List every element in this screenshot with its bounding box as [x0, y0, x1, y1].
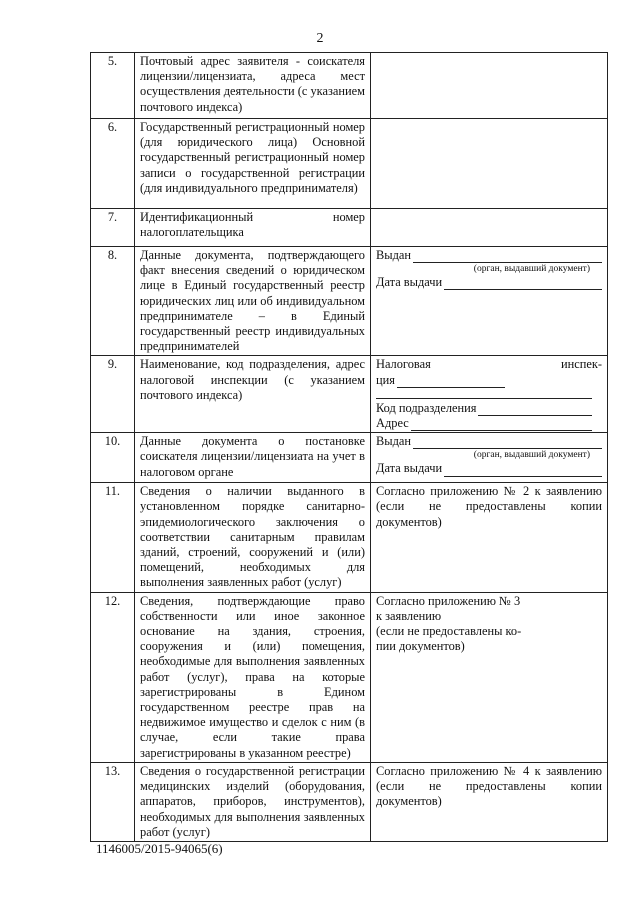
row-number: 5.	[91, 53, 135, 119]
value-line: к заявлению	[376, 608, 442, 623]
address-label: Адрес	[376, 416, 409, 431]
value-line: пии документов)	[376, 639, 465, 654]
table-row	[91, 433, 608, 483]
row-value-empty[interactable]	[371, 53, 608, 119]
document-code: 1146005/2015-94065(6)	[96, 841, 223, 856]
table-row	[91, 483, 608, 592]
issued-field[interactable]	[413, 250, 602, 263]
tax-office-word-end: ция	[376, 372, 395, 387]
value-line: Согласно приложению № 3	[376, 593, 521, 608]
row-number: 6.	[91, 119, 135, 209]
row-description: Сведения о наличии выданного в установленном порядке санитарно-эпидемиологического заключения о соответствии санитарным правилам зданий, строений, сооружений и (или) помещений, необходимых для выполнения заявленных работ (услуг)	[135, 483, 371, 592]
row-description: Данные документа о постановке соискателя лицензии/лицензиата на учет в налоговом органе	[135, 433, 371, 483]
issued-caption: (орган, выдавший документ)	[473, 264, 590, 275]
table-row	[91, 592, 608, 762]
row-description: Наименование, код подразделения, адрес налоговой инспекции (с указанием почтового индекса)	[135, 356, 371, 433]
date-field[interactable]	[444, 277, 602, 290]
tax-office-extra-line[interactable]	[376, 388, 592, 399]
issued-label: Выдан	[376, 248, 412, 262]
row-value-empty[interactable]	[371, 209, 608, 247]
row-description: Сведения о государственной регистрации медицинских изделий (оборудования, аппаратов, приборов, инструментов), необходимых для выполнения заявленных работ (услуг)	[135, 762, 371, 841]
tax-office-word: Налоговая	[376, 357, 431, 372]
tax-office-word-hyphen: инспек-	[560, 357, 602, 372]
row-value-text: Согласно приложению № 2 к заявлению (если не предоставлены копии документов)	[371, 483, 608, 592]
date-label: Дата выдачи	[376, 275, 443, 290]
date-field[interactable]	[444, 464, 602, 477]
page-number: 2	[316, 31, 324, 46]
table-row	[91, 247, 608, 356]
table-row	[91, 762, 608, 841]
address-field[interactable]	[411, 418, 592, 431]
table-row	[91, 119, 608, 209]
row-number: 7.	[91, 209, 135, 247]
row-number: 8.	[91, 247, 135, 356]
row-description: Государственный регистрационный номер (для юридического лица) Основной государственный регистрационный номер записи о государственной регистрации (для индивидуального предпринимателя)	[135, 119, 371, 209]
row-number: 13.	[91, 762, 135, 841]
table-row	[91, 209, 608, 247]
application-form-table	[90, 52, 608, 842]
row-value-empty[interactable]	[371, 119, 608, 209]
issued-document-fields	[371, 247, 608, 356]
table-row	[91, 356, 608, 433]
row-value-text	[371, 592, 608, 762]
date-label: Дата выдачи	[376, 461, 443, 476]
issued-document-fields	[371, 433, 608, 483]
row-description: Идентификационный номер налогоплательщика	[135, 209, 371, 247]
row-description: Сведения, подтверждающие право собственности или иное законное основание на здания, строения, сооружения и (или) помещения, необходимые для выполнения заявленных работ (услуг), права на которые зарегистрированы в Едином государственном реестре прав на недвижимое имущество и сделок с ним (в случае, если такие права зарегистрированы в указанном реестре)	[135, 592, 371, 762]
row-number: 11.	[91, 483, 135, 592]
row-value-text: Согласно приложению № 4 к заявлению (если не предоставлены копии документов)	[371, 762, 608, 841]
issued-label: Выдан	[376, 434, 412, 449]
row-number: 9.	[91, 356, 135, 433]
row-number: 10.	[91, 433, 135, 483]
issued-field[interactable]	[413, 436, 602, 449]
issued-caption: (орган, выдавший документ)	[473, 450, 590, 461]
row-description: Почтовый адрес заявителя - соискателя лицензии/лицензиата, адреса мест осуществления деятельности (с указанием почтового индекса)	[135, 53, 371, 119]
row-description: Данные документа, подтверждающего факт внесения сведений о юридическом лице в Единый государственный реестр юридических лиц или об индивидуальном предпринимателе – в Единый государственный реестр индивидуальных предпринимателей	[135, 247, 371, 356]
value-line: (если не предоставлены ко-	[376, 624, 522, 639]
code-field[interactable]	[478, 403, 592, 416]
table-row	[91, 53, 608, 119]
tax-office-fields	[371, 356, 608, 433]
code-label: Код подразделения	[376, 400, 477, 415]
row-number: 12.	[91, 592, 135, 762]
tax-office-field[interactable]	[397, 375, 505, 388]
